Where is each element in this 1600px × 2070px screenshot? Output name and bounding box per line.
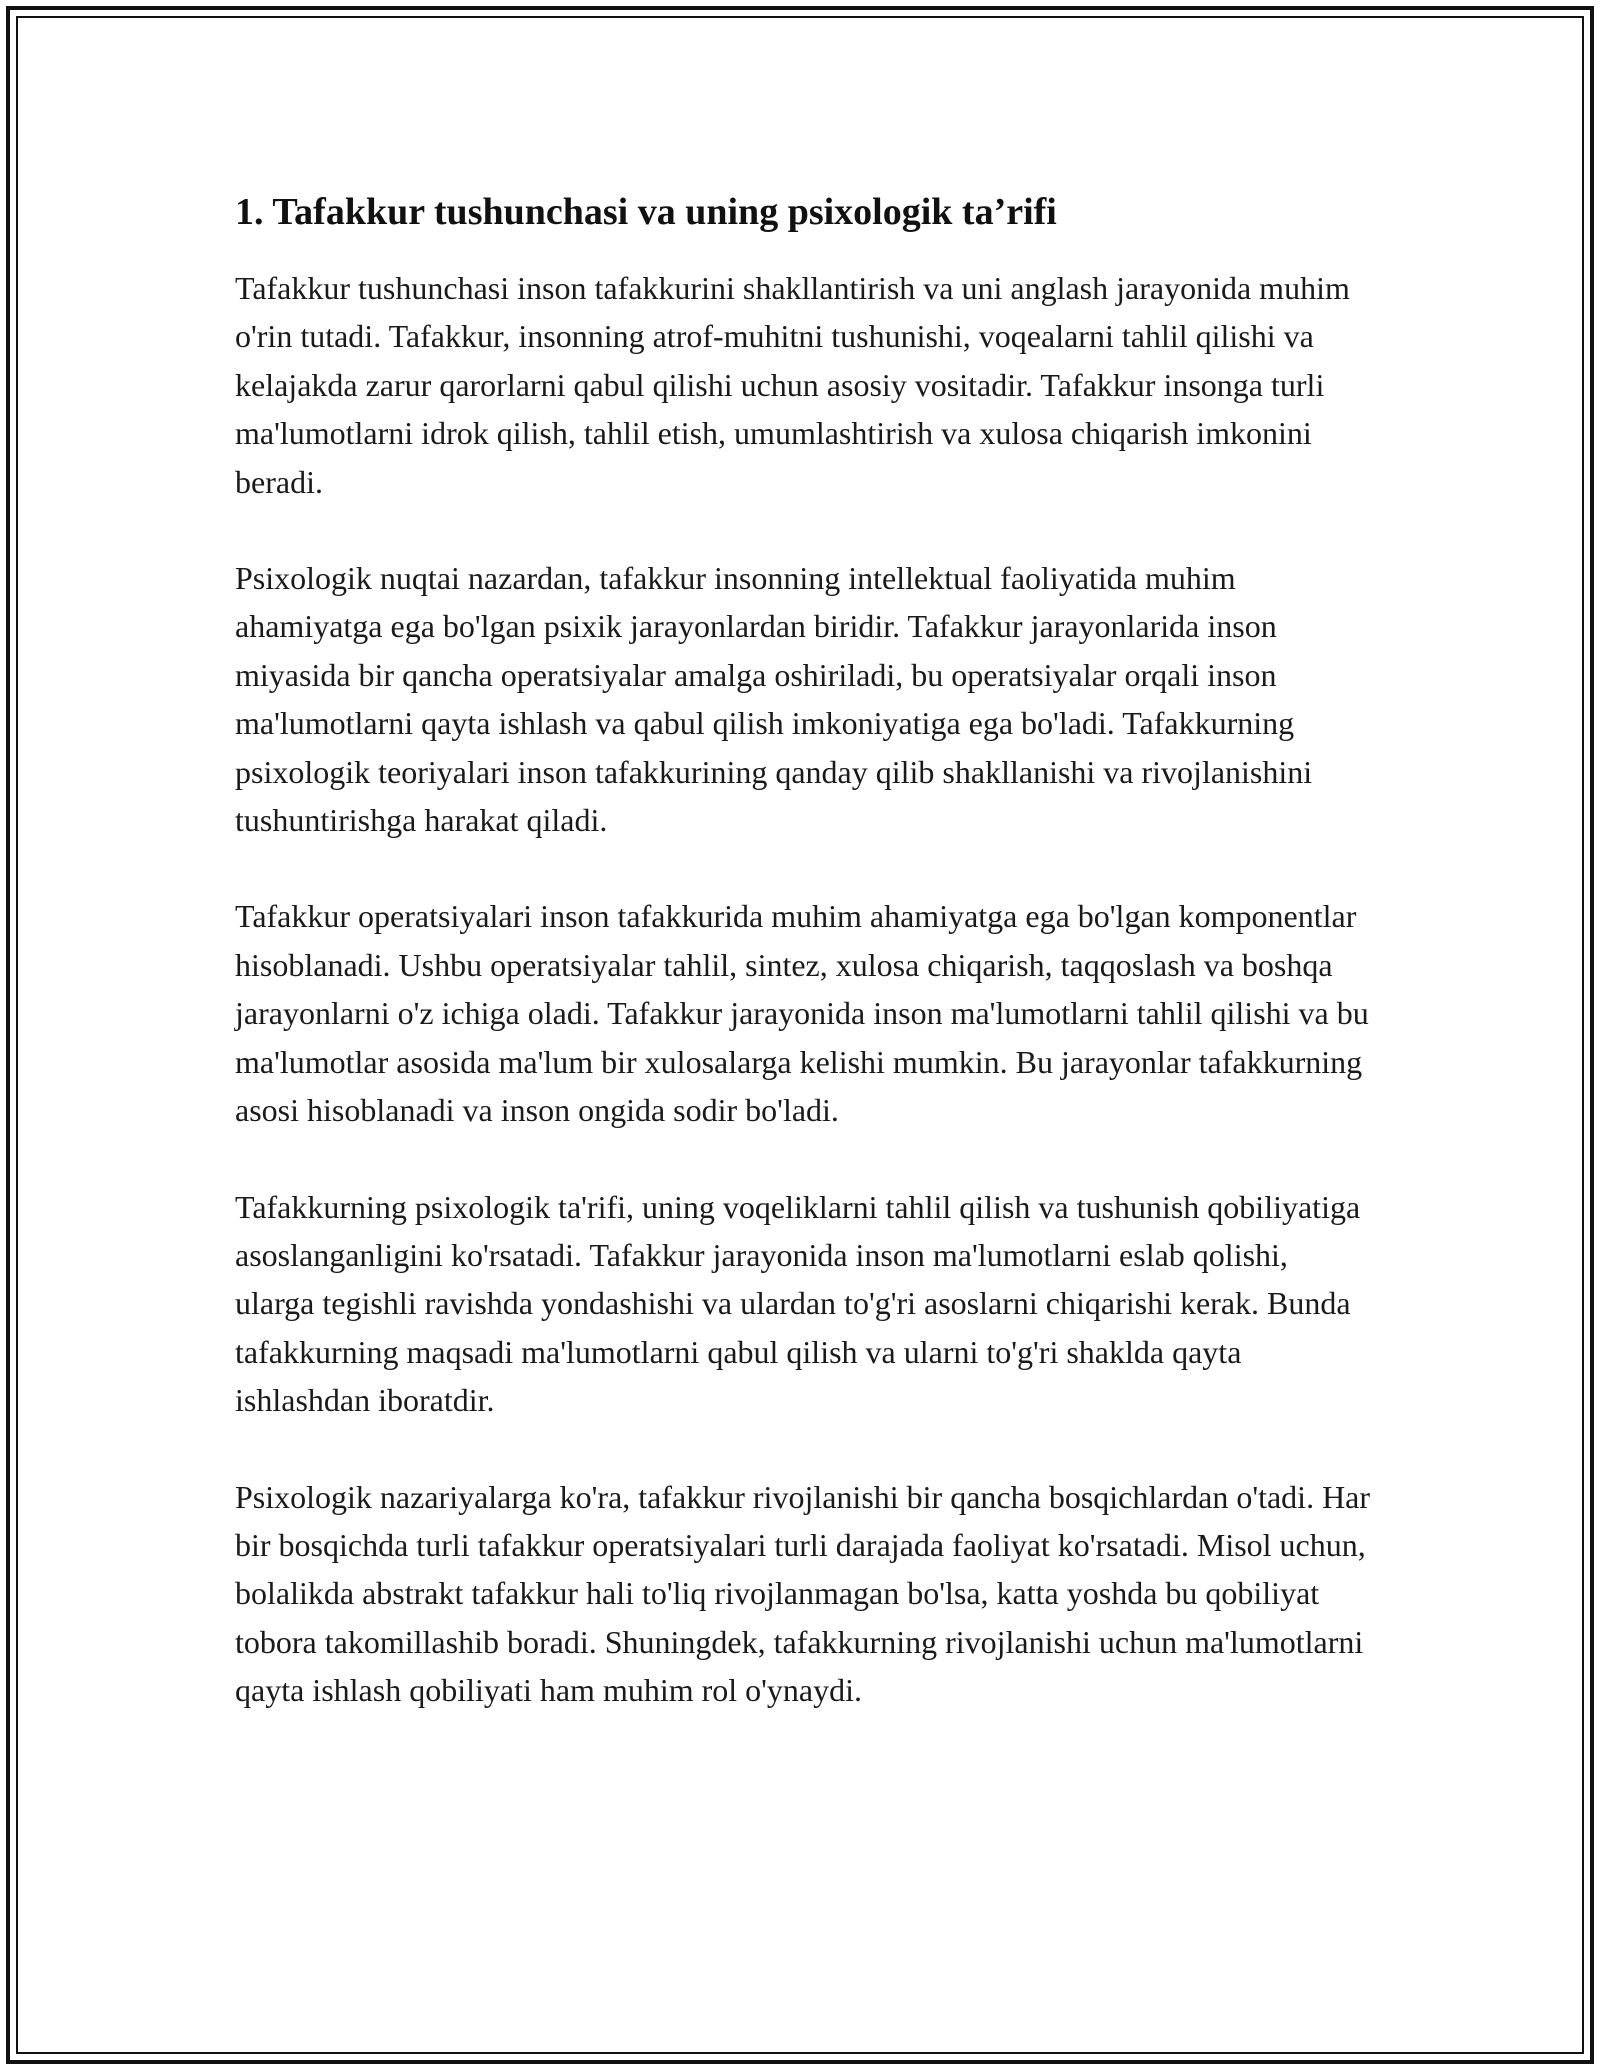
document-body (235, 186, 1375, 1763)
section-heading: 1. Tafakkur tushunchasi va uning psixologik ta’rifi (235, 191, 1057, 233)
paragraph-3: Tafakkur operatsiyalari inson tafakkurida muhim ahamiyatga ega bo'lgan komponentlar hisoblanadi. Ushbu operatsiyalar tahlil, sintez, xulosa chiqarish, taqqoslash va boshqa jarayonlarni o'z ichiga oladi. Tafakkur jarayonida inson ma'lumotlarni tahlil qilishi va bu ma'lumotlar asosida ma'lum bir xulosalarga kelishi mumkin. Bu jarayonlar tafakkurning asosi hisoblanadi va inson ongida sodir bo'ladi. (235, 898, 1369, 1129)
paragraph-1: Tafakkur tushunchasi inson tafakkurini shakllantirish va uni anglash jarayonida muhim o'rin tutadi. Tafakkur, insonning atrof-muhitni tushunishi, voqealarni tahlil qilishi va kelajakda zarur qarorlarni qabul qilishi uchun asosiy vositadir. Tafakkur insonga turli ma'lumotlarni idrok qilish, tahlil etish, umumlashtirish va xulosa chiqarish imkonini beradi. (235, 270, 1350, 500)
paragraph-2: Psixologik nuqtai nazardan, tafakkur insonning intellektual faoliyatida muhim ahamiyatga ega bo'lgan psixik jarayonlardan biridir. Tafakkur jarayonlarida inson miyasida bir qancha operatsiyalar amalga oshiriladi, bu operatsiyalar orqali inson ma'lumotlarni qayta ishlash va qabul qilish imkoniyatiga ega bo'ladi. Tafakkurning psixologik teoriyalari inson tafakkurining qanday qilib shakllanishi va rivojlanishini tushuntirishga harakat qiladi. (235, 560, 1313, 839)
paragraph-5: Psixologik nazariyalarga ko'ra, tafakkur rivojlanishi bir qancha bosqichlardan o'tadi. Har bir bosqichda turli tafakkur operatsiyalari turli darajada faoliyat ko'rsatadi. Misol uchun, bolalikda abstrakt tafakkur hali to'liq rivojlanmagan bo'lsa, katta yoshda bu qobiliyat tobora takomillashib boradi. Shuningdek, tafakkurning rivojlanishi uchun ma'lumotlarni qayta ishlash qobiliyati ham muhim rol o'ynaydi. (235, 1478, 1371, 1709)
paragraph-4: Tafakkurning psixologik ta'rifi, uning voqeliklarni tahlil qilish va tushunish qobiliyatiga asoslanganligini ko'rsatadi. Tafakkur jarayonida inson ma'lumotlarni eslab qolishi, ularga tegishli ravishda yondashishi va ulardan to'g'ri asoslarni chiqarishi kerak. Bunda tafakkurning maqsadi ma'lumotlarni qabul qilish va ularni to'g'ri shaklda qayta ishlashdan iboratdir. (235, 1188, 1361, 1419)
